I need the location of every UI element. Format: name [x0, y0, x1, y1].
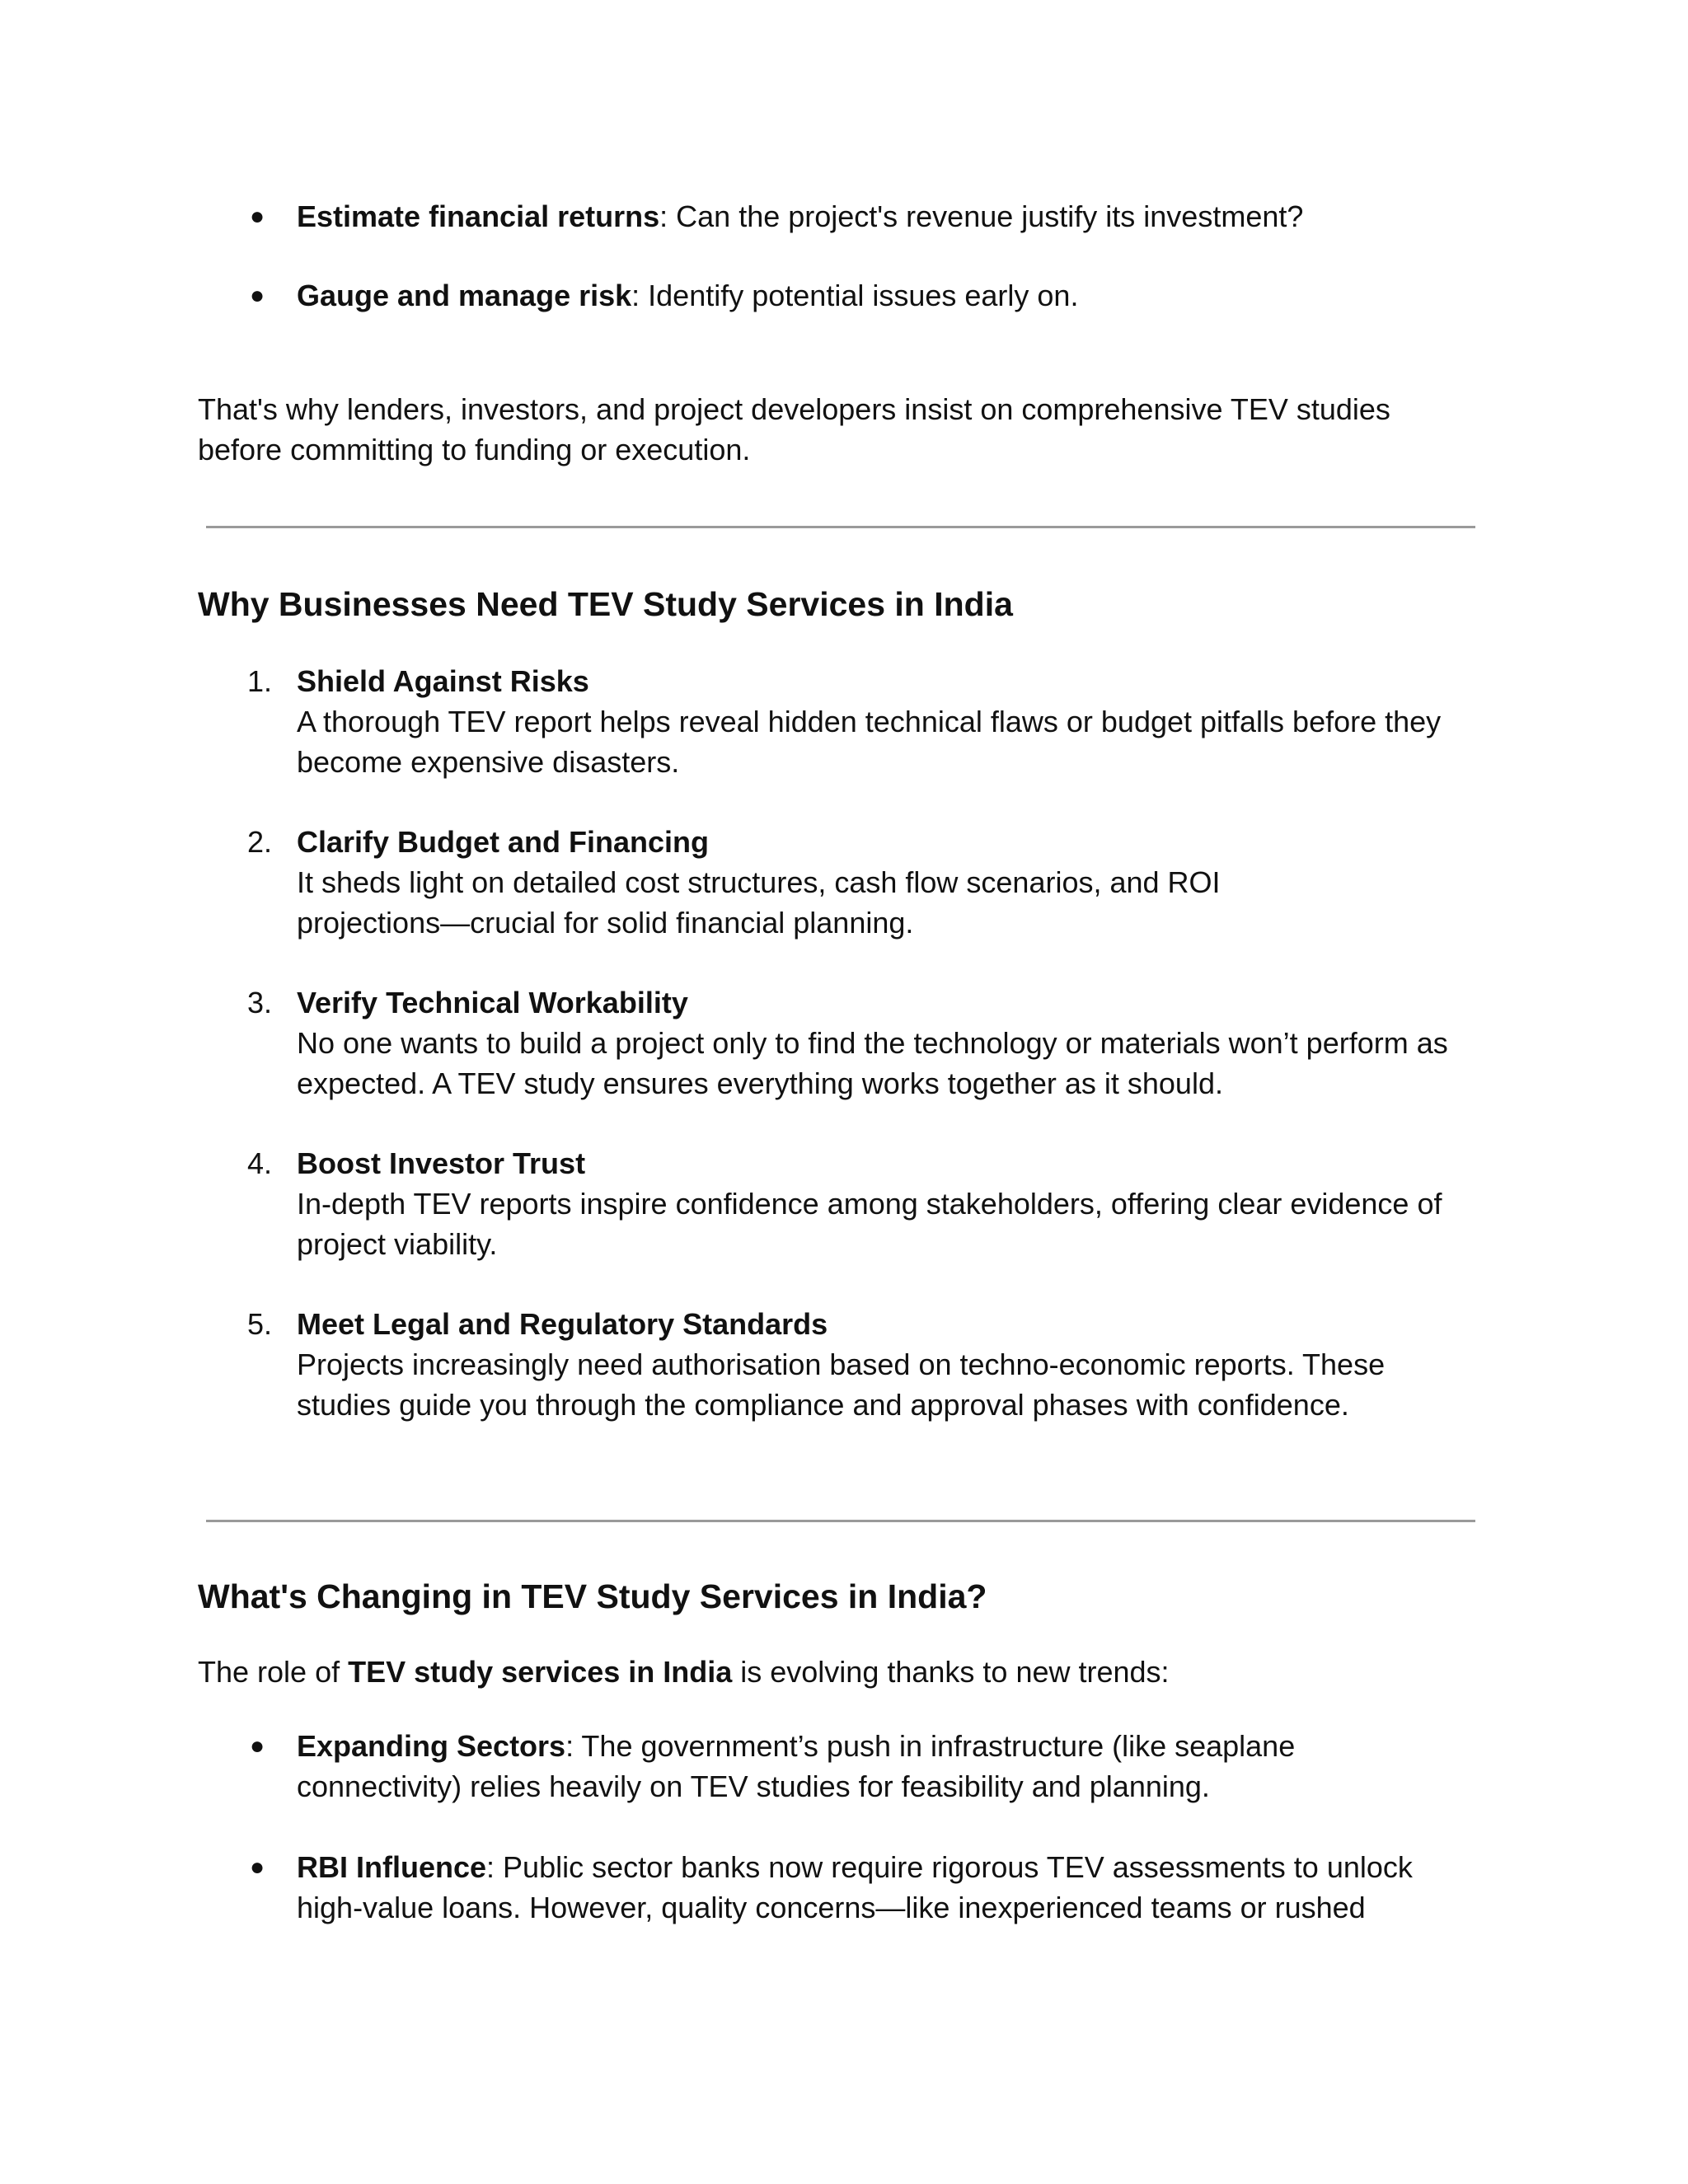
item-title: Verify Technical Workability [297, 986, 688, 1019]
bullet-icon: ● [249, 1854, 265, 1881]
list-number: 3. [246, 986, 272, 1019]
intro-text: The role of [198, 1655, 349, 1689]
bullet-text: connectivity) relies heavily on TEV studies for feasibility and planning. [297, 1769, 1210, 1803]
paragraph-line: before committing to funding or execution. [198, 433, 751, 466]
item-text: projections—crucial for solid financial planning. [297, 906, 914, 940]
item-text: It sheds light on detailed cost structures, cash flow scenarios, and ROI [297, 865, 1221, 899]
intro-text: is evolving thanks to new trends: [732, 1655, 1170, 1689]
item-text: Projects increasingly need authorisation based on techno-economic reports. These [297, 1347, 1386, 1381]
intro-bold-text: TEV study services in India [348, 1655, 733, 1689]
bullet-text: : Can the project's revenue justify its investment? [659, 199, 1304, 233]
paragraph-line: That's why lenders, investors, and project developers insist on comprehensive TEV studies [198, 392, 1390, 426]
list-number: 1. [246, 664, 272, 698]
bullet-title: Gauge and manage risk [297, 279, 632, 312]
item-title: Meet Legal and Regulatory Standards [297, 1307, 828, 1341]
item-text: A thorough TEV report helps reveal hidden technical flaws or budget pitfalls before they [297, 705, 1442, 738]
item-title: Boost Investor Trust [297, 1146, 586, 1180]
section-divider [206, 526, 1475, 528]
bullet-text: : Identify potential issues early on. [631, 279, 1079, 312]
list-item [297, 1726, 1295, 1766]
bullet-text: : Public sector banks now require rigorous TEV assessments to unlock [486, 1850, 1413, 1884]
section-heading: What's Changing in TEV Study Services in India? [198, 1577, 987, 1615]
section-divider [206, 1520, 1475, 1522]
bullet-title: RBI Influence [297, 1850, 487, 1884]
item-title: Clarify Budget and Financing [297, 825, 710, 859]
bullet-title: Estimate financial returns [297, 199, 660, 233]
item-text: project viability. [297, 1227, 498, 1261]
bullet-text: high-value loans. However, quality concerns—like inexperienced teams or rushed [297, 1891, 1366, 1924]
item-text: become expensive disasters. [297, 745, 680, 779]
list-number: 2. [246, 825, 272, 859]
list-item [297, 275, 1078, 316]
list-item [297, 196, 1303, 237]
section-heading: Why Businesses Need TEV Study Services in India [198, 585, 1013, 623]
list-number: 4. [246, 1146, 272, 1180]
bullet-icon: ● [249, 203, 265, 230]
bullet-title: Expanding Sectors [297, 1729, 566, 1763]
bullet-icon: ● [249, 282, 265, 309]
item-title: Shield Against Risks [297, 664, 589, 698]
item-text: studies guide you through the compliance and approval phases with confidence. [297, 1388, 1349, 1422]
item-text: No one wants to build a project only to find the technology or materials won’t perform as [297, 1026, 1448, 1060]
list-item [297, 1847, 1413, 1887]
item-text: expected. A TEV study ensures everything works together as it should. [297, 1066, 1223, 1100]
paragraph-line [198, 1652, 1170, 1692]
bullet-icon: ● [249, 1732, 265, 1760]
list-number: 5. [246, 1307, 272, 1341]
item-text: In-depth TEV reports inspire confidence among stakeholders, offering clear evidence of [297, 1187, 1442, 1221]
bullet-text: : The government’s push in infrastructure (like seaplane [565, 1729, 1296, 1763]
